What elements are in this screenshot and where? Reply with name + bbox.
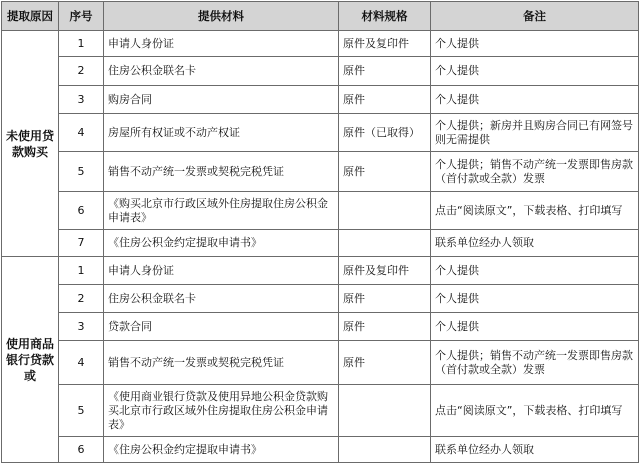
header-seq: 序号 xyxy=(59,2,104,31)
material-cell: 销售不动产统一发票或契税完税凭证 xyxy=(104,152,339,192)
table-row xyxy=(2,114,639,152)
group-reason: 使用商品银行贷款或 xyxy=(2,257,59,463)
table-row xyxy=(2,285,639,313)
note-cell: 个人提供 xyxy=(431,86,639,114)
seq-cell: 5 xyxy=(59,385,104,437)
note-cell: 个人提供；销售不动产统一发票即售房款（首付款或全款）发票 xyxy=(431,341,639,385)
note-cell: 个人提供 xyxy=(431,313,639,341)
table-row xyxy=(2,257,639,285)
table-row xyxy=(2,313,639,341)
spec-cell: 原件 xyxy=(339,313,431,341)
spec-cell: 原件 xyxy=(339,86,431,114)
spec-cell xyxy=(339,192,431,230)
seq-cell: 7 xyxy=(59,230,104,257)
material-cell: 申请人身份证 xyxy=(104,31,339,57)
spec-cell: 原件 xyxy=(339,57,431,86)
table-row xyxy=(2,341,639,385)
seq-cell: 3 xyxy=(59,86,104,114)
seq-cell: 5 xyxy=(59,152,104,192)
note-cell: 个人提供 xyxy=(431,285,639,313)
header-material: 提供材料 xyxy=(104,2,339,31)
material-cell: 《住房公积金约定提取申请书》 xyxy=(104,230,339,257)
note-cell: 个人提供；新房并且购房合同已有网签号则无需提供 xyxy=(431,114,639,152)
note-cell: 个人提供 xyxy=(431,257,639,285)
table-row xyxy=(2,385,639,437)
note-cell: 点击“阅读原文”，下载表格、打印填写 xyxy=(431,192,639,230)
material-cell: 贷款合同 xyxy=(104,313,339,341)
spec-cell xyxy=(339,437,431,463)
seq-cell: 6 xyxy=(59,192,104,230)
header-row xyxy=(2,2,639,31)
seq-cell: 4 xyxy=(59,341,104,385)
material-cell: 住房公积金联名卡 xyxy=(104,57,339,86)
group-reason: 未使用贷款购买 xyxy=(2,31,59,257)
material-cell: 申请人身份证 xyxy=(104,257,339,285)
material-cell: 《购买北京市行政区域外住房提取住房公积金申请表》 xyxy=(104,192,339,230)
table-row xyxy=(2,57,639,86)
table-row xyxy=(2,152,639,192)
note-cell: 点击“阅读原文”，下载表格、打印填写 xyxy=(431,385,639,437)
note-cell: 个人提供；销售不动产统一发票即售房款（首付款或全款）发票 xyxy=(431,152,639,192)
note-cell: 联系单位经办人领取 xyxy=(431,230,639,257)
seq-cell: 2 xyxy=(59,57,104,86)
table-row xyxy=(2,86,639,114)
spec-cell xyxy=(339,385,431,437)
seq-cell: 1 xyxy=(59,31,104,57)
material-cell: 《住房公积金约定提取申请书》 xyxy=(104,437,339,463)
table-row xyxy=(2,31,639,57)
table-row xyxy=(2,230,639,257)
note-cell: 联系单位经办人领取 xyxy=(431,437,639,463)
header-spec: 材料规格 xyxy=(339,2,431,31)
spec-cell: 原件 xyxy=(339,285,431,313)
spec-cell: 原件 xyxy=(339,341,431,385)
material-cell: 销售不动产统一发票或契税完税凭证 xyxy=(104,341,339,385)
seq-cell: 4 xyxy=(59,114,104,152)
spec-cell xyxy=(339,230,431,257)
material-cell: 住房公积金联名卡 xyxy=(104,285,339,313)
seq-cell: 3 xyxy=(59,313,104,341)
header-note: 备注 xyxy=(431,2,639,31)
seq-cell: 2 xyxy=(59,285,104,313)
materials-table xyxy=(1,1,639,463)
material-cell: 《使用商业银行贷款及使用异地公积金贷款购买北京市行政区域外住房提取住房公积金申请表》 xyxy=(104,385,339,437)
material-cell: 房屋所有权证或不动产权证 xyxy=(104,114,339,152)
spec-cell: 原件（已取得） xyxy=(339,114,431,152)
table-row xyxy=(2,437,639,463)
table-row xyxy=(2,192,639,230)
material-cell: 购房合同 xyxy=(104,86,339,114)
seq-cell: 1 xyxy=(59,257,104,285)
spec-cell: 原件及复印件 xyxy=(339,31,431,57)
spec-cell: 原件 xyxy=(339,152,431,192)
note-cell: 个人提供 xyxy=(431,57,639,86)
seq-cell: 6 xyxy=(59,437,104,463)
header-reason: 提取原因 xyxy=(2,2,59,31)
note-cell: 个人提供 xyxy=(431,31,639,57)
spec-cell: 原件及复印件 xyxy=(339,257,431,285)
